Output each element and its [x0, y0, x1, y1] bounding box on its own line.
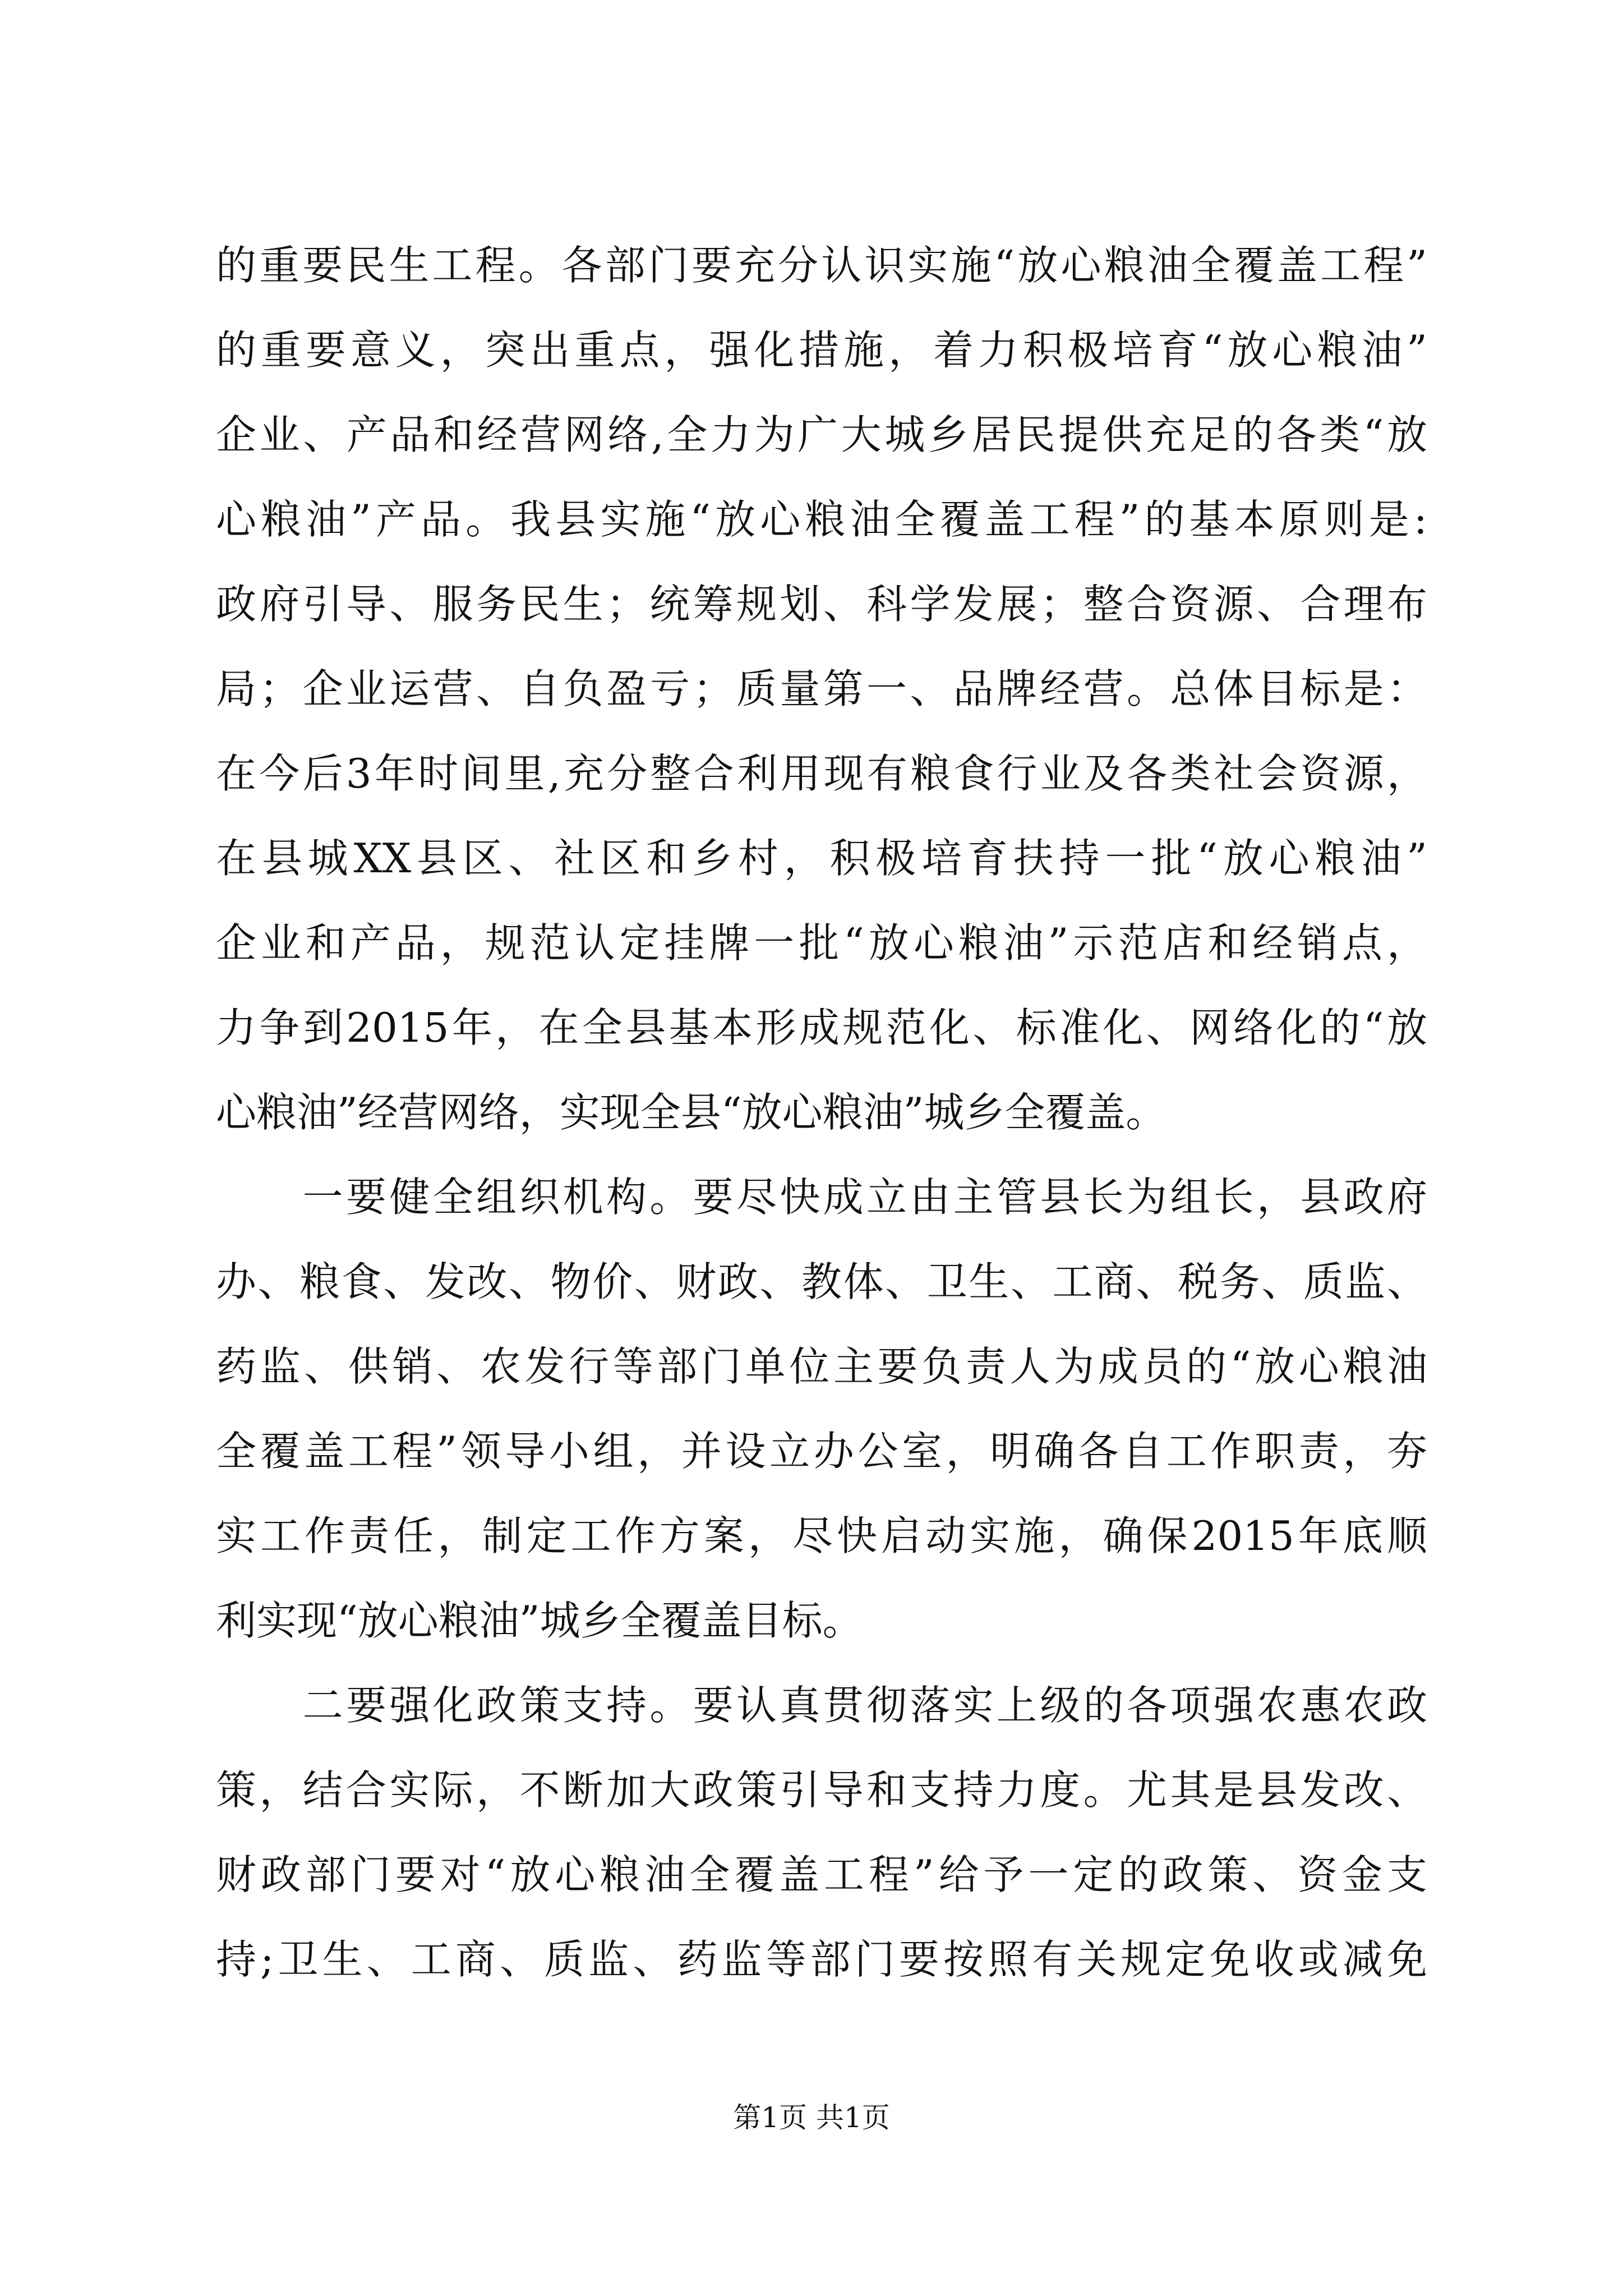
- text-line: 在县城XX县区、社区和乡村，积极培育扶持一批“放心粮油”: [216, 835, 1427, 882]
- body-text: [216, 223, 1427, 2002]
- text-line: 二要强化政策支持。要认真贯彻落实上级的各项强农惠农政: [216, 1682, 1427, 1729]
- text-line: 企业、产品和经营网络,全力为广大城乡居民提供充足的各类“放: [216, 411, 1427, 458]
- text-line: 的重要意义，突出重点，强化措施，着力积极培育“放心粮油”: [216, 326, 1427, 374]
- text-line: 持;卫生、工商、质监、药监等部门要按照有关规定免收或减免: [216, 1936, 1427, 1983]
- text-line: 财政部门要对“放心粮油全覆盖工程”给予一定的政策、资金支: [216, 1851, 1427, 1898]
- text-line: 办、粮食、发改、物价、财政、教体、卫生、工商、税务、质监、: [216, 1258, 1427, 1305]
- text-line: 力争到2015年，在全县基本形成规范化、标准化、网络化的“放: [216, 1004, 1427, 1051]
- text-line: 在今后3年时间里,充分整合利用现有粮食行业及各类社会资源，: [216, 750, 1427, 797]
- text-line: 政府引导、服务民生；统筹规划、科学发展；整合资源、合理布: [216, 581, 1427, 628]
- text-line: 企业和产品，规范认定挂牌一批“放心粮油”示范店和经销点，: [216, 919, 1427, 967]
- text-line: 策，结合实际，不断加大政策引导和支持力度。尤其是县发改、: [216, 1766, 1427, 1814]
- page-footer: 第1页 共1页: [733, 2101, 890, 2134]
- text-line: 实工作责任，制定工作方案，尽快启动实施，确保2015年底顺: [216, 1512, 1427, 1559]
- text-line: 一要健全组织机构。要尽快成立由主管县长为组长，县政府: [216, 1174, 1427, 1221]
- text-line: 利实现“放心粮油”城乡全覆盖目标。: [216, 1597, 863, 1644]
- text-line: 局；企业运营、自负盈亏；质量第一、品牌经营。总体目标是：: [216, 665, 1427, 712]
- text-line: 全覆盖工程”领导小组，并设立办公室，明确各自工作职责，夯: [216, 1428, 1427, 1475]
- text-line: 的重要民生工程。各部门要充分认识实施“放心粮油全覆盖工程”: [216, 242, 1427, 289]
- text-line: 心粮油”经营网络，实现全县“放心粮油”城乡全覆盖。: [216, 1089, 1166, 1136]
- text-line: 心粮油”产品。我县实施“放心粮油全覆盖工程”的基本原则是:: [216, 496, 1427, 543]
- text-line: 药监、供销、农发行等部门单位主要负责人为成员的“放心粮油: [216, 1343, 1427, 1390]
